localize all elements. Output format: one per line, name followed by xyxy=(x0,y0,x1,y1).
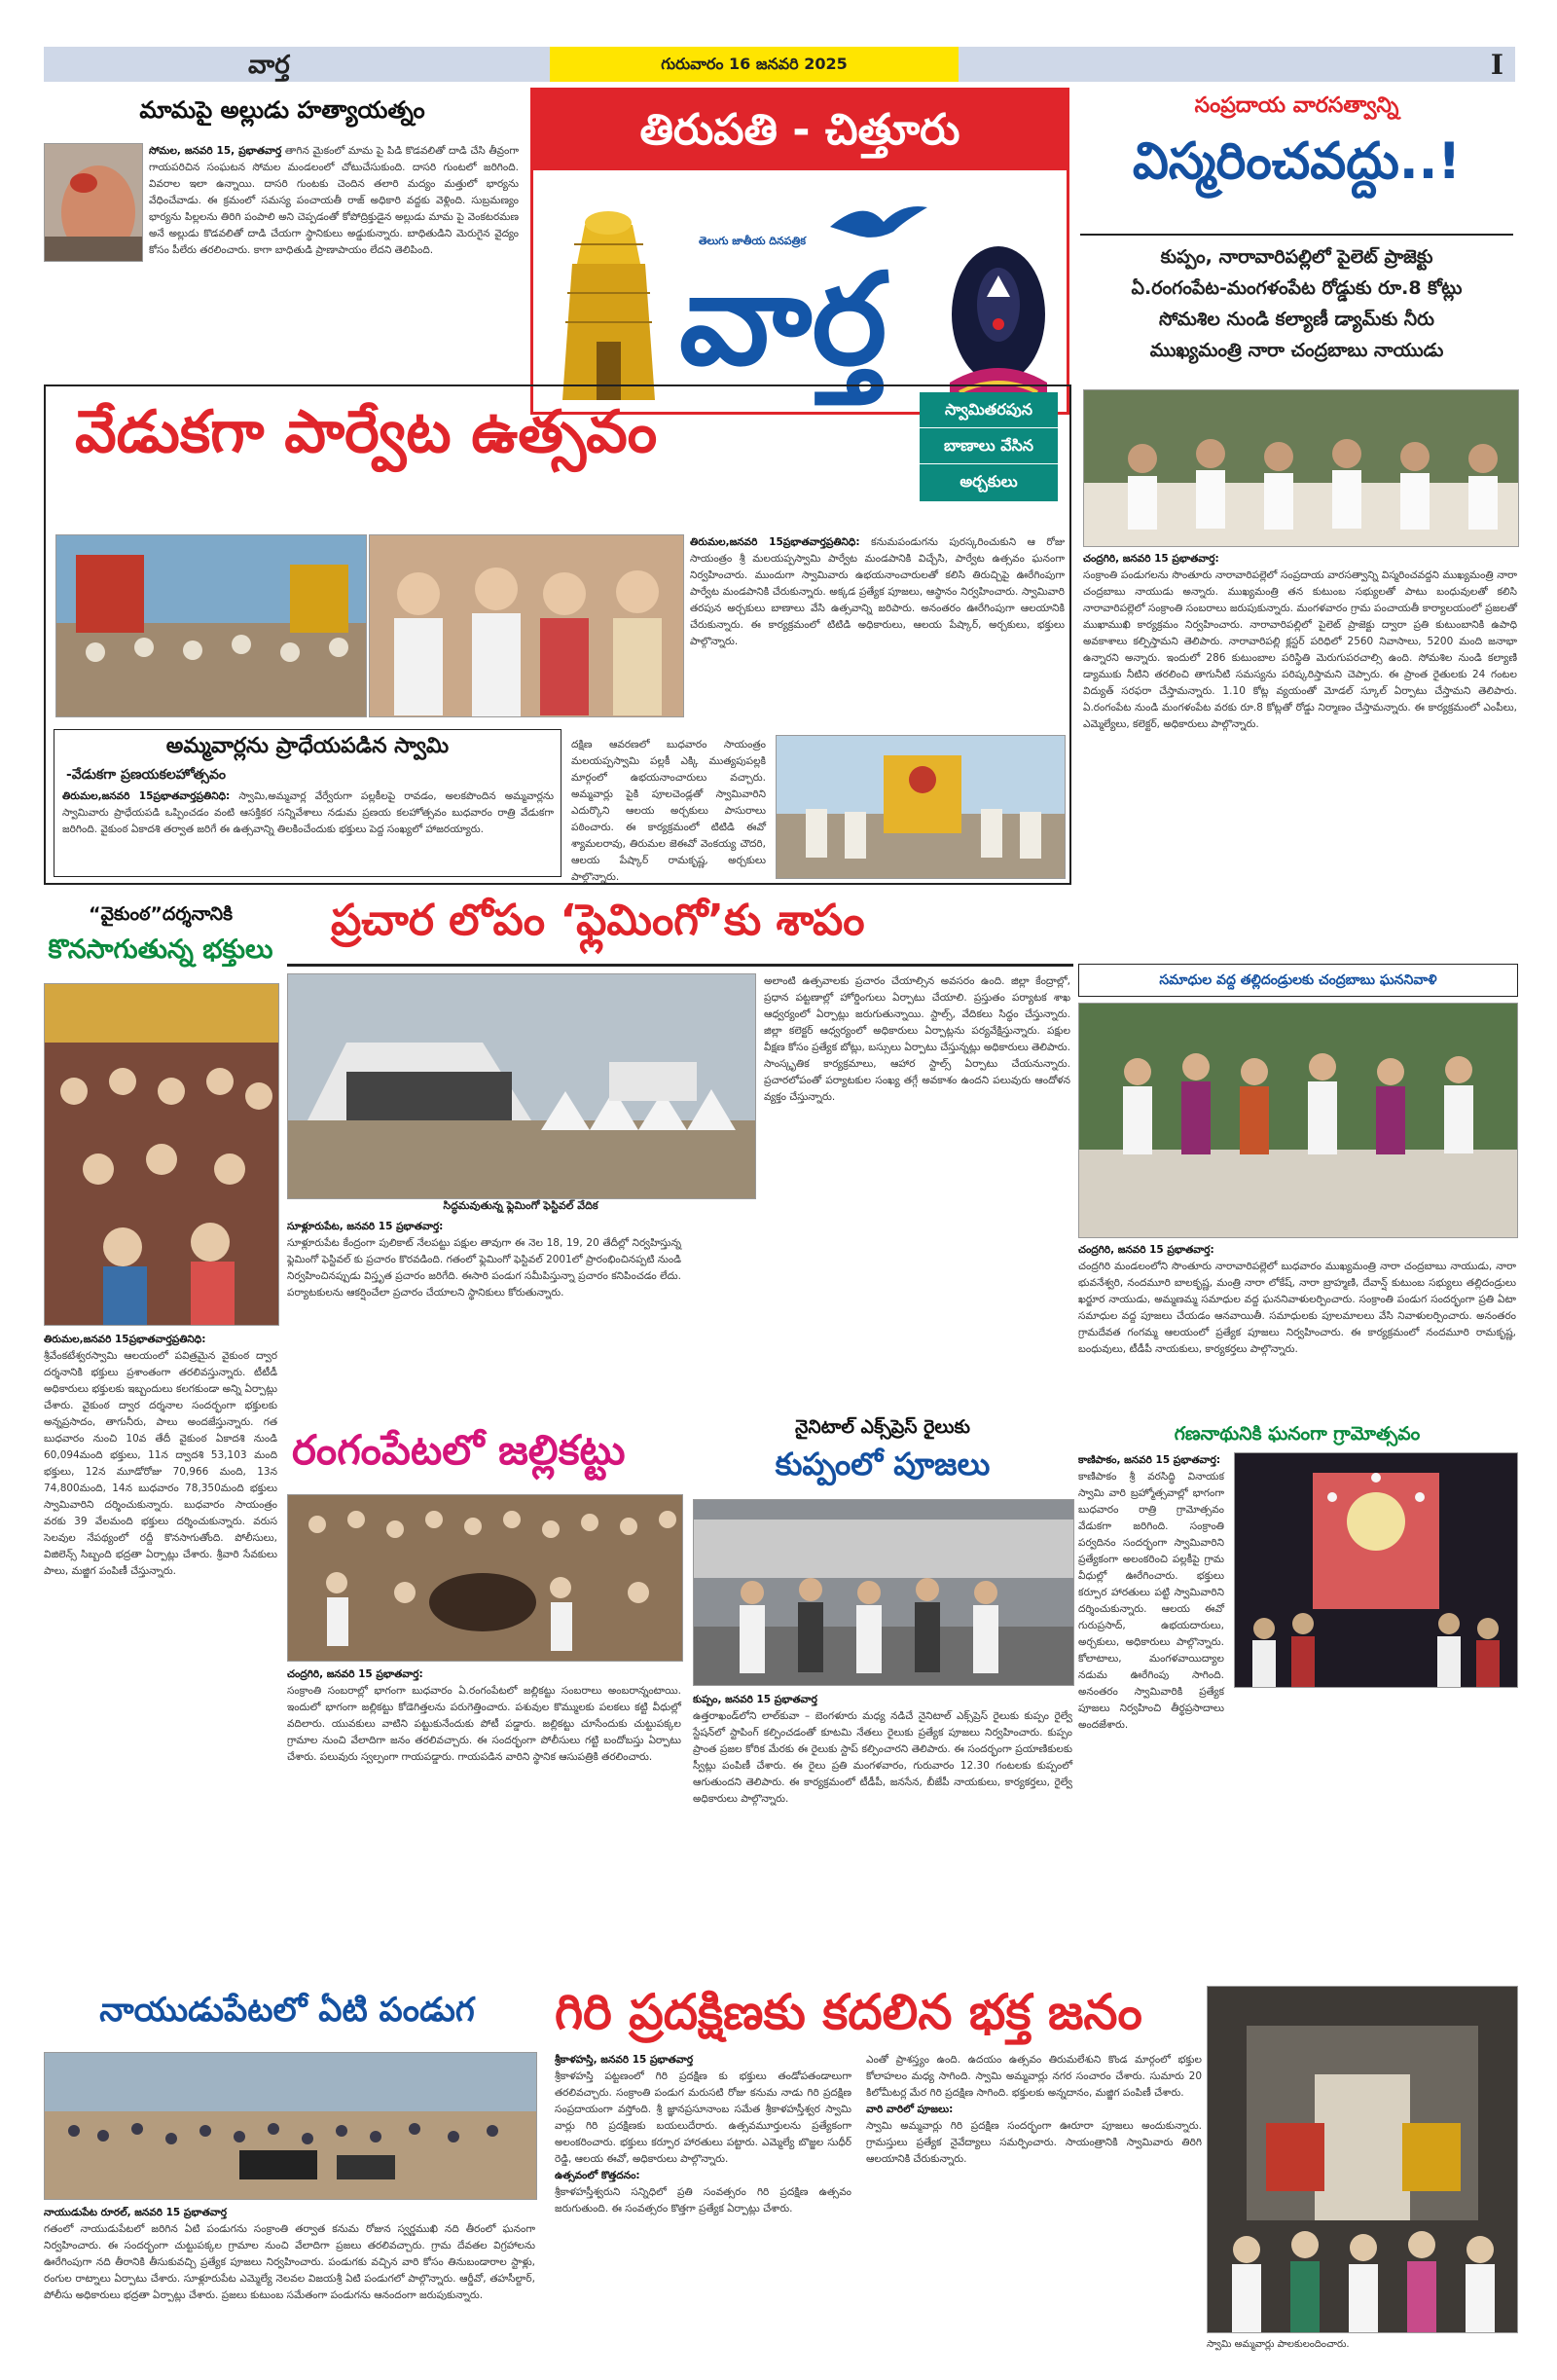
pranaya-dateline: తిరుమల,జనవరి 15ప్రభాతవార్తప్రతినిధి: xyxy=(62,790,231,802)
pranaya-body: స్వామి,అమ్మవార్ల వేర్వేరుగా పల్లకీలపై రావడం, అలకపొందిన అమ్మవార్లను స్వామివారు ప్రాధేయపడి ఒప్పించడం వంటి ఆసక్తికర సన్నివేశాలు నడుమ ప్రణయ కలహోత్సవం బుధవారం రాత్రి వేడుకగా జరిగింది. వైకుంఠ ఏకాదశి తర్వాత జరిగే ఈ ఉత్సవాన్ని తిలకించేందుకు భక్తులు పెద్ద సంఖ్యలో హాజరయ్యారు. xyxy=(62,790,554,835)
giri-body-4: స్వామి అమ్మవార్లు గిరి ప్రదక్షిణ సందర్భంగా ఊరూరా పూజలు అందుకున్నారు. గ్రామస్తులు ప్రత్యేక నైవేద్యాలు సమర్పించారు. సాయంత్రానికి స్వామివారు తిరిగి ఆలయానికి చేరుకున్నారు. xyxy=(866,2120,1202,2165)
giri-photo xyxy=(1207,1986,1518,2333)
jallikattu-body: సంక్రాంతి సంబరాల్లో భాగంగా బుధవారం ఏ.రంగంపేటలో జల్లికట్టు సంబరాలు అంబరాన్నంటాయి. ఇందులో భాగంగా జల్లికట్టు కోడెగిత్తలను పరుగెత్తించారు. పశువుల కొమ్ములకు పలకలు కట్టి వీధుల్లో వదిలారు. యువకులు వాటిని పట్టుకునేందుకు పోటీ పడ్డారు. జల్లికట్టు చూసేందుకు చుట్టుపక్కల గ్రామాల నుంచి వేలాదిగా జనం తరలివచ్చారు. ఈ సందర్భంగా పోలీసులు గట్టి బందోబస్తు ఏర్పాటు చేశారు. పలువురు స్వల్పంగా గాయపడ్డారు. గాయపడిన వారిని స్థానిక ఆసుపత్రికి తరలించారు. xyxy=(287,1685,681,1763)
gramotsavam-headline: గణనాథునికి ఘనంగా గ్రామోత్సవం xyxy=(1174,1423,1421,1445)
cm-meeting-photo xyxy=(1083,389,1519,547)
giri-body-3: ఎంతో ప్రాశస్త్యం ఉంది. ఉదయం ఉత్సవం తిరుమలేశుని కొండ మార్గంలో భక్తుల కోలాహలం మధ్య సాగింది. స్వామి అమ్మవార్లు నగర సంచారం చేశారు. సుమారు 20 కిలోమీటర్ల మేర గిరి ప్రదక్షిణ సాగింది. భక్తులకు అన్నదానం, మజ్జిగ పంపిణీ చేశారు. xyxy=(866,2054,1202,2099)
top-right-body: సంక్రాంతి పండుగలను సొంతూరు నారావారిపల్లెలో సంప్రదాయ వారసత్వాన్ని విస్మరించవద్దని ముఖ్యమంత్రి నారా చంద్రబాబు నాయుడు అన్నారు. ముఖ్యమంత్రి తన కుటుంబ సభ్యులతో పాటు బంధువులతో కలిసి నారావారిపల్లెలో సంక్రాంతి సంబరాలు జరుపుకున్నారు. మంగళవారం గ్రామ పంచాయతీ కార్యాలయంలో ప్రజలతో ముఖాముఖి కార్యక్రమం నిర్వహించారు. నారావారిపల్లిలో పైలెట్ ప్రాజెక్టు ద్వారా ప్రతి కుటుంబానికి ఉపాధి అవకాశాలు కల్పిస్తామని తెలిపారు. నారావారిపల్లి క్లస్టర్ పరిధిలో 2560 నివాసాలు, 5200 మంది జనాభా ఉన్నారని అన్నారు. ఇందులో 286 కుటుంబాల పరిస్థితి మెరుగుపరచాల్సి ఉంది. సోమశిల నుండి కల్యాణి డ్యాముకు నీటిని తరలించి తాగునీటి సమస్యను పరిష్కరిస్తామని చెప్పారు. ఈ ప్రాంత రైతులకు 24 గంటల విద్యుత్ సరఫరా చేస్తామన్నారు. 1.10 కోట్ల వ్యయంతో మోడల్ స్కూల్ ఏర్పాటు చేస్తామని తెలిపారు. ఏ.రంగంపేట నుండి మంగళంపేట వరకు రూ.8 కోట్లతో రోడ్డు నిర్మాణం చేస్తామన్నారు. ఈ కార్యక్రమంలో ఎంపీలు, ఎమ్మెల్యేలు, కలెక్టర్, అధికారులు పాల్గొన్నారు. xyxy=(1083,569,1517,730)
naidupeta-dateline: నాయుడుపేట రూరల్, జనవరి 15 ప్రభాతవార్త xyxy=(44,2207,228,2218)
pranaya-kicker: -వేడుకగా ప్రణయకలహోత్సవం xyxy=(66,767,227,783)
deity-image xyxy=(940,237,1057,402)
issue-date: గురువారం 16 జనవరి 2025 xyxy=(550,47,959,82)
giri-dateline: శ్రీకాళహస్తి, జనవరి 15 ప్రభాతవార్త xyxy=(555,2054,694,2066)
story-mama-headline: మామపై అల్లుడు హత్యాయత్నం xyxy=(139,96,425,124)
parveta-photo-priests xyxy=(369,534,684,717)
story-mama-photo xyxy=(44,143,143,262)
vaikuntha-dateline: తిరుమల,జనవరి 15ప్రభాతవార్తప్రతినిధి: xyxy=(44,1334,206,1345)
naidupeta-photo xyxy=(44,2052,537,2200)
flamingo-headline: ప్రచార లోపం ‘ఫ్లెమింగో’కు శాపం xyxy=(331,896,865,945)
parveta-tag-line3: అర్చకులు xyxy=(960,472,1018,491)
cbn-photo xyxy=(1078,1003,1518,1238)
top-right-dateline: చంద్రగిరి, జనవరి 15 ప్రభాతవార్త: xyxy=(1083,553,1219,565)
parveta-dateline: తిరుమల,జనవరి 15ప్రభాతవార్తప్రతినిధి: xyxy=(690,536,860,548)
nainital-body: ఉత్తరాఖండ్‌లోని లాల్‌కువా – బెంగళూరు మధ్య నడిచే నైనిటాల్ ఎక్స్‌ప్రెస్ రైలుకు కుప్పం రైల్వే స్టేషన్‌లో స్టాపింగ్ కల్పించడంతో కూటమి నేతలు రైలుకు ప్రత్యేక పూజలు నిర్వహించారు. కుప్పం ప్రాంత ప్రజల కోరిక మేరకు ఈ రైలుకు స్టాప్ కల్పించారని తెలిపారు. ఈ సందర్భంగా ప్రయాణికులకు స్వీట్లు పంపిణీ చేశారు. ఈ రైలు ప్రతి మంగళవారం, గురువారం 12.30 గంటలకు కుప్పంలో ఆగుతుందని తెలిపారు. ఈ కార్యక్రమంలో టీడీపీ, జనసేన, బీజేపీ నాయకులు, కార్యకర్తలు, రైల్వే అధికారులు పాల్గొన్నారు. xyxy=(693,1710,1072,1805)
top-bar xyxy=(44,47,1515,82)
flamingo-body-1: సూళ్లూరుపేట కేంద్రంగా పులికాట్ నేలపట్టు పక్షుల తావుగా ఈ నెల 18, 19, 20 తేదీల్లో నిర్వహిస్తున్న ఫ్లెమింగో ఫెస్టివల్ కు ప్రచారం కొరవడింది. గతంలో ఫ్లెమింగో ఫెస్టివల్ 2001లో ప్రారంభించినప్పటి నుండి నిర్వహించినప్పుడు విస్తృత ప్రచారం జరిగేది. ఈసారి పండుగ సమీపిస్తున్నా ప్రచారం కనిపించడం లేదు. పర్యాటకులను ఆకర్షించేలా ప్రచారం చేయాలని స్థానికులు కోరుతున్నారు. xyxy=(287,1237,681,1299)
flamingo-dateline: సూళ్లూరుపేట, జనవరి 15 ప్రభాతవార్త: xyxy=(287,1221,444,1232)
jallikattu-dateline: చంద్రగిరి, జనవరి 15 ప్రభాతవార్త: xyxy=(287,1668,423,1680)
nainital-kicker: నైనిటాల్ ఎక్స్‌ప్రెస్ రైలుకు xyxy=(795,1416,970,1438)
flamingo-rule xyxy=(287,964,1073,967)
vaikuntha-headline: కొనసాగుతున్న భక్తులు xyxy=(48,934,273,965)
bullet-2: ఏ.రంగంపేట-మంగళంపేట రోడ్డుకు రూ.8 కోట్లు xyxy=(1131,277,1463,299)
masthead xyxy=(530,88,1069,415)
jallikattu-photo xyxy=(287,1494,683,1662)
story-mama-dateline: సోమల, జనవరి 15, ప్రభాతవార్త xyxy=(149,145,282,157)
cbn-headline-box xyxy=(1078,964,1518,997)
vaikuntha-body: శ్రీవేంకటేశ్వరస్వామి ఆలయంలో పవిత్రమైన వైకుంఠ ద్వార దర్శనానికి భక్తులు ప్రశాంతంగా తరలివస్తున్నారు. టీటీడీ అధికారులు భక్తులకు ఇబ్బందులు కలగకుండా అన్ని ఏర్పాట్లు చేశారు. వైకుంఠ ద్వార దర్శనాల సందర్భంగా భక్తులకు అన్నప్రసాదం, తాగునీరు, పాలు అందజేస్తున్నారు. గత బుధవారం నుంచి 10వ తేదీ వైకుంఠ ఏకాదశి నుండి 60,094మంది భక్తులు, 11న ద్వాదశి 53,103 మంది భక్తులు, 12న మూడోరోజు 70,966 మంది, 13న 74,800మంది, 14న బుధవారం 78,350మంది భక్తులు స్వామివారిని దర్శించుకున్నారు. బుధవారం సాయంత్రం వరకు 39 వేలమంది భక్తులు దర్శించుకున్నారు. వరుస సెలవుల నేపథ్యంలో రద్దీ కొనసాగుతోంది. పోలీసులు, విజిలెన్స్ సిబ్బంది భద్రతా ఏర్పాట్లు చేశారు. శ్రీవారి సేవకులు పాలు, మజ్జిగ పంపిణీ చేస్తున్నారు. xyxy=(44,1350,277,1577)
story-top-right xyxy=(1075,88,1518,365)
pranaya-box xyxy=(54,729,561,877)
header-logo: వార్త xyxy=(248,51,290,80)
cbn-body: చంద్రగిరి మండలంలోని సొంతూరు నారావారిపల్లెలో బుధవారం ముఖ్యమంత్రి నారా చంద్రబాబు నాయుడు, నారా భువనేశ్వరి, నందమూరి బాలకృష్ణ, మంత్రి నారా లోకేష్, నారా బ్రాహ్మణి, దేవాన్ష్ కుటుంబ సభ్యులు తల్లిదండ్రులు ఖర్జూర నాయుడు, అమ్మణమ్మ సమాధుల వద్ద ఘననివాళులర్పించారు. సంక్రాంతి పండుగ సందర్భంగా ప్రతి ఏటా సమాధుల వద్ద పూజలు చేయడం ఆనవాయితీ. సమాధులకు పూలమాలలు వేసి నివాళులర్పించారు. అనంతరం గ్రామదేవత గంగమ్మ ఆలయంలో ప్రత్యేక పూజలు నిర్వహించారు. ఈ కార్యక్రమంలో నందమూరి రామకృష్ణ, బంధువులు, టీడీపీ నాయకులు, కార్యకర్తలు పాల్గొన్నారు. xyxy=(1078,1261,1516,1355)
vaikuntha-kicker: “వైకుంఠ”దర్శనానికి xyxy=(88,903,234,925)
gramotsavam-photo xyxy=(1234,1452,1518,1688)
parveta-body-2: దక్షిణ ఆవరణలో బుధవారం సాయంత్రం మలయప్పస్వామి పల్లకీ ఎక్కి ముత్యపుపల్లకి మార్గంలో ఉభయనాంచారులు వచ్చారు. అమ్మవార్లు పైకి పూలచెండ్లతో స్వామివారిని ఎదుర్కొని ఆలయ అర్చకులు పాసురాలు పఠించారు. ఈ కార్యక్రమంలో టిటిడి ఈవో శ్యామలరావు, తిరుమల జెఈవో వెంకయ్య చౌదరి, ఆలయ పేష్కార్ రామకృష్ణ, అర్చకులు పాల్గొన్నారు. xyxy=(571,739,766,883)
nainital-dateline: కుప్పం, జనవరి 15 ప్రభాతవార్త xyxy=(693,1694,817,1705)
parveta-body-1: కనుమపండుగను పురస్కరించుకుని ఆ రోజు సాయంత్రం శ్రీ మలయప్పస్వామి పార్వేట మండపానికి విచ్చేసి, పార్వేట ఉత్సవం ఘనంగా నిర్వహించారు. ముందుగా స్వామివారు ఉభయనాంచారులతో కలిసి తిరుచ్చిపై ఊరేగింపుగా పార్వేట మండపానికి చేరుకున్నారు. అక్కడ ప్రత్యేక పూజలు, ఆస్థానం నిర్వహించారు. స్వామివారి తరపున అర్చకులు బాణాలు వేసి ఉత్సవాన్ని జరిపారు. అనంతరం ఊరేగింపుగా ఆలయానికి చేరుకున్నారు. ఈ కార్యక్రమంలో టిటిడి అధికారులు, ఆలయ పేష్కార్, అర్చకులు, భక్తులు పాల్గొన్నారు. xyxy=(690,536,1065,647)
masthead-title: వార్త xyxy=(679,244,887,393)
gramotsavam-body-short: కాణిపాకం శ్రీ వరసిద్ధి వినాయక స్వామి వారి బ్రహ్మోత్సవాల్లో భాగంగా బుధవారం రాత్రి గ్రామోత్సవం వేడుకగా జరిగింది. సంక్రాంతి పర్వదినం సందర్భంగా స్వామివారిని ప్రత్యేకంగా అలంకరించి పల్లకీపై గ్రామ వీధుల్లో ఊరేగించారు. భక్తులు కర్పూర హారతులు పట్టి స్వామివారిని దర్శించుకున్నారు. ఆలయ ఈవో గురుప్రసాద్, ఉభయదారులు, అర్చకులు, అధికారులు పాల్గొన్నారు. కోలాటాలు, మంగళవాయిద్యాల నడుమ ఊరేగింపు సాగింది. అనంతరం స్వామివారికి ప్రత్యేక పూజలు నిర్వహించి తీర్థప్రసాదాలు అందజేశారు. xyxy=(1078,1471,1224,1731)
giri-sub: ఉత్సవంలో కొత్తదనం: xyxy=(555,2170,640,2181)
naidupeta-headline: నాయుడుపేటలో ఏటి పండుగ xyxy=(99,1991,475,2030)
bullet-1: కుప్పం, నారావారిపల్లిలో పైలెట్ ప్రాజెక్టు xyxy=(1160,246,1433,268)
parveta-headline: వేడుకగా పార్వేట ఉత్సవం xyxy=(75,398,658,466)
parveta-tag-line2: బాణాలు వేసిన xyxy=(920,428,1058,464)
dove-icon xyxy=(825,198,932,246)
story-mama xyxy=(44,92,521,404)
top-right-kicker: సంప్రదాయ వారసత్వాన్ని xyxy=(1194,93,1399,118)
cbn-headline: సమాధుల వద్ద తల్లిదండ్రులకు చంద్రబాబు ఘననివాళి xyxy=(1159,972,1437,988)
vaikuntha-photo xyxy=(44,983,279,1326)
nainital-photo xyxy=(693,1499,1074,1686)
flamingo-body-2: అలాంటి ఉత్సవాలకు ప్రచారం చేయాల్సిన అవసరం ఉంది. జిల్లా కేంద్రాల్లో, ప్రధాన పట్టణాల్లో హోర్డింగులు ఏర్పాటు చేయాలి. ప్రస్తుతం పర్యాటక శాఖ ఆధ్వర్యంలో ఏర్పాట్లు జరుగుతున్నాయి. స్టాల్స్, వేదికలు సిద్ధం చేస్తున్నారు. జిల్లా కలెక్టర్ ఆధ్వర్యంలో అధికారులు ఏర్పాట్లను పర్యవేక్షిస్తున్నారు. పక్షుల వీక్షణ కోసం ప్రత్యేక బోట్లు, బస్సులు ఏర్పాటు చేస్తున్నట్లు అధికారులు తెలిపారు. సాంస్కృతిక కార్యక్రమాలు, ఆహార స్టాల్స్ ఏర్పాటు చేయనున్నారు. ప్రచారలోపంతో పర్యాటకుల సంఖ్య తగ్గే అవకాశం ఉందని పలువురు ఆందోళన వ్యక్తం చేస్తున్నారు. xyxy=(764,975,1070,1103)
parveta-box xyxy=(44,384,1071,885)
temple-gopuram-image xyxy=(543,205,674,400)
parveta-tag-line1: స్వామితరపున xyxy=(920,392,1058,428)
parveta-photo-pallaki xyxy=(776,735,1066,879)
giri-body-2: శ్రీకాళహస్తీశ్వరుని సన్నిధిలో ప్రతి సంవత్సరం గిరి ప్రదక్షిణ ఉత్సవం జరుగుతుంది. ఈ సంవత్సరం కొత్తగా ప్రత్యేక ఏర్పాట్లు చేశారు. xyxy=(555,2186,851,2215)
page-number: I xyxy=(1490,49,1503,81)
story-mama-body: తాగిన మైకంలో మామ పై పిడి కొడవలితో దాడి చేసి తీవ్రంగా గాయపరిచిన సంఘటన సోమల మండలంలో చోటుచేసుకుంది. దాసరి గుంటలో జరిగింది. వివరాల ఇలా ఉన్నాయి. దాసరి గుంటకు చెందిన తలారి మద్యం మత్తులో భార్యను వేధించేవాడు. ఈ క్రమంలో సమస్య పంచాయతీ రాజ్ అధికారి వద్దకు వెళ్లింది. సుబ్రమణ్యం భార్యను పిల్లలను తిరిగి పంపాలి అని చెప్పడంతో కోపోద్రిక్తుడైన అల్లుడు మామ పై వెంకటరమణ అనే అల్లుడు కొడవలితో దాడి చేయగా స్థానికులు అడ్డుకున్నారు. బాధితుడిని మెరుగైన వైద్యం కోసం పీలేరు తరలించారు. కాగా బాధితుడి ప్రాణాపాయం లేదని తెలిపింది. xyxy=(149,145,519,256)
flamingo-caption: సిద్ధమవుతున్న ఫ్లెమింగో ఫెస్టివల్ వేదిక xyxy=(443,1199,598,1212)
bullet-4: ముఖ్యమంత్రి నారా చంద్రబాబు నాయుడు xyxy=(1149,340,1444,361)
giri-sub-2: వారి వారిలో పూజలు: xyxy=(866,2104,954,2115)
parveta-photo-procession xyxy=(55,534,367,717)
nainital-headline: కుప్పంలో పూజలు xyxy=(775,1446,991,1483)
masthead-city: తిరుపతి - చిత్తూరు xyxy=(533,91,1067,170)
parveta-tag xyxy=(920,392,1058,501)
pranaya-headline: అమ్మవార్లను ప్రాధేయపడిన స్వామి xyxy=(165,734,450,758)
bullet-3: సోమశిల నుండి కల్యాణీ డ్యామ్‌కు నీరు xyxy=(1159,309,1434,330)
gramotsavam-dateline: కాణిపాకం, జనవరి 15 ప్రభాతవార్త: xyxy=(1078,1454,1221,1466)
masthead-tagline: తెలుగు జాతీయ దినపత్రిక xyxy=(699,235,806,247)
giri-body-1: శ్రీకాళహస్తి పట్టణంలో గిరి ప్రదక్షిణ కు భక్తులు తండోపతండాలుగా తరలివచ్చారు. సంక్రాంతి పండుగ మరుసటి రోజు కనుమ నాడు గిరి ప్రదక్షిణ సంప్రదాయంగా వస్తోంది. శ్రీ జ్ఞానప్రసూనాంబ సమేత శ్రీకాళహస్తీశ్వర స్వామి వార్లు గిరి ప్రదక్షిణకు బయలుదేరారు. ఉత్సవమూర్తులను ప్రత్యేకంగా అలంకరించారు. భక్తులు కర్పూర హారతులు పట్టారు. ఎమ్మెల్యే బొజ్జల సుధీర్ రెడ్డి, ఆలయ ఈవో, అధికారులు పాల్గొన్నారు. xyxy=(555,2070,851,2165)
giri-caption: స్వామి అమ్మవార్లు పాలకులందించారు. xyxy=(1207,2339,1350,2350)
top-right-headline: విస్మరించవద్దు..! xyxy=(1132,132,1462,191)
giri-headline: గిరి ప్రదక్షిణకు కదలిన భక్త జనం xyxy=(555,1984,1142,2040)
flamingo-photo xyxy=(287,973,756,1199)
jallikattu-headline: రంగంపేటలో జల్లికట్టు xyxy=(292,1426,626,1474)
naidupeta-body: గతంలో నాయుడుపేటలో జరిగిన ఏటి పండుగను సంక్రాంతి తర్వాత కనుమ రోజున స్వర్ణముఖి నది తీరంలో ఘనంగా నిర్వహించారు. ఈ సందర్భంగా చుట్టుపక్కల గ్రామాల నుంచి వేలాదిగా ప్రజలు తరలివచ్చారు. గ్రామ దేవతల విగ్రహాలను ఊరేగింపుగా నది తీరానికి తీసుకువచ్చి ప్రత్యేక పూజలు నిర్వహించారు. పండుగకు వచ్చిన వారి కోసం తినుబండారాల స్టాళ్లు, రంగుల రాట్నాలు ఏర్పాటు చేశారు. సూళ్లూరుపేట ఎమ్మెల్యే నెలవల విజయశ్రీ ఏటి పండుగలో పాల్గొన్నారు. ఆర్డీవో, తహసీల్దార్, పోలీసు అధికారులు భద్రతా ఏర్పాట్లు చేశారు. ప్రజలు కుటుంబ సమేతంగా పండుగను ఆనందంగా జరుపుకున్నారు. xyxy=(44,2223,535,2301)
cbn-dateline: చంద్రగిరి, జనవరి 15 ప్రభాతవార్త: xyxy=(1078,1244,1214,1256)
